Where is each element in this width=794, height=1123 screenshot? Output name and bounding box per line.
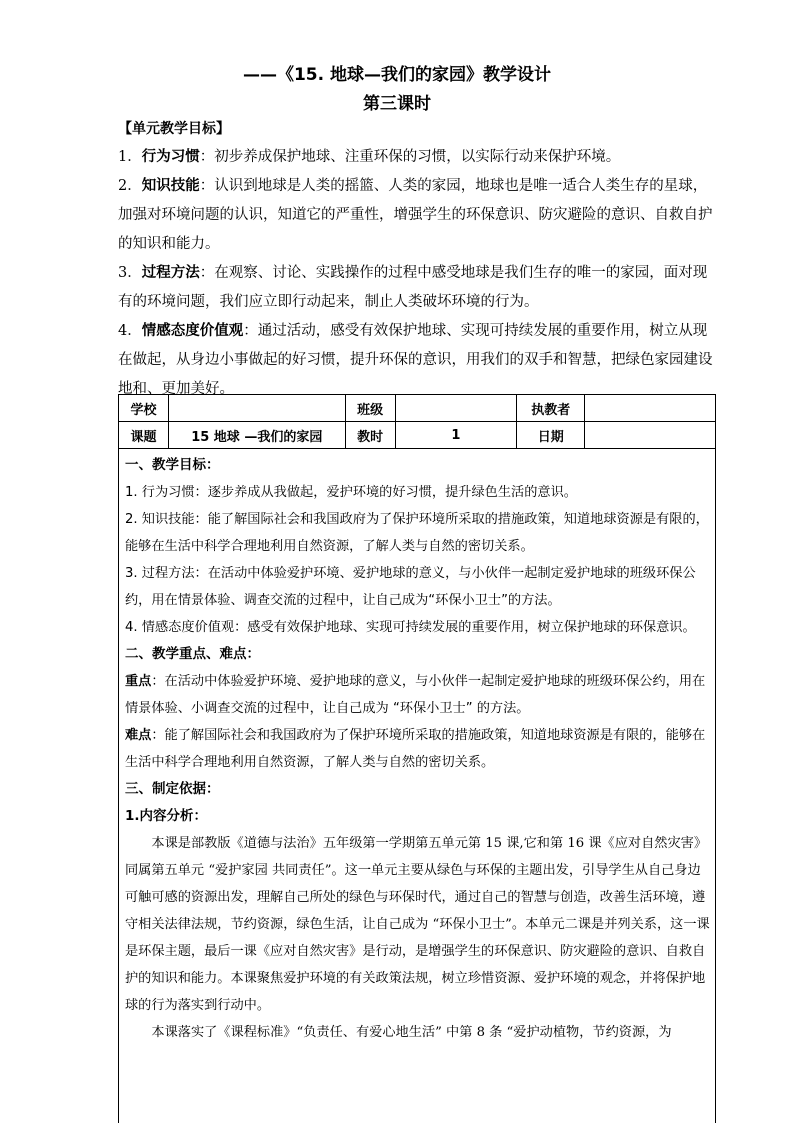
key-point-text: ：在活动中体验爱护环境、爱护地球的意义，与小伙伴一起制定爱护地球的班级环保公约，用在情景体验、小调查交流的过程中，让自己成为 “环保小卫士” 的方法。 [125,674,706,716]
class-value [395,395,517,422]
period-value: 1 [395,422,517,449]
subsection-heading: 1.内容分析： [125,808,208,824]
unit-goal-label: 情感态度价值观 [141,323,244,339]
table-row [119,422,716,449]
key-point-label: 重点 [125,674,152,689]
lesson-content [125,452,710,1046]
unit-goal-text: ：通过活动，感受有效保护地球、实现可持续发展的重要作用，树立从现在做起，从身边小事做起的好习惯，提升环保的意识，用我们的双手和智慧，把绿色家园建设地和、更加美好。 [118,323,713,397]
objective-item: 3. 过程方法：在活动中体验爱护环境、爱护地球的意义，与小伙伴一起制定爱护地球的班级环保公约，用在情景体验、调查交流的过程中，让自己成为“环保小卫士”的方法。 [125,566,696,608]
teacher-label: 执教者 [517,395,585,422]
date-label: 日期 [517,422,585,449]
unit-goal-item [118,259,718,317]
date-value [585,422,716,449]
unit-goal-item [118,172,718,259]
content-paragraph: 本课落实了《课程标准》“负责任、有爱心地生活” 中第 8 条 “爱护动植物，节约资源，为 [151,1025,672,1040]
class-label: 班级 [345,395,395,422]
objective-item: 1. 行为习惯：逐步养成从我做起，爱护环境的好习惯，提升绿色生活的意识。 [125,485,577,500]
unit-goal-number: 4． [118,323,142,339]
unit-goal-number: 3． [118,265,142,281]
document-title: ——《15. 地球—我们的家园》教学设计 [242,65,552,85]
topic-value: 15 地球 —我们的家园 [168,422,345,449]
period-label: 教时 [345,422,395,449]
unit-goal-text: ：在观察、讨论、实践操作的过程中感受地球是我们生存的唯一的家园，面对现有的环境问题，我们应立即行动起来，制止人类破坏环境的行为。 [118,265,708,310]
section-heading: 一、教学目标： [125,457,220,473]
unit-goal-text: ：初步养成保护地球、注重环保的习惯，以实际行动来保护环境。 [199,149,621,165]
unit-goals-list [118,143,718,404]
unit-goals-heading: 【单元教学目标】 [118,121,230,137]
unit-goal-text: ：认识到地球是人类的摇篮、人类的家园，地球也是唯一适合人类生存的星球，加强对环境问题的认识，知道它的严重性，增强学生的环保意识、防灾避险的意识、自救自护的知识和能力。 [118,178,713,252]
unit-goal-number: 1． [118,149,142,165]
lesson-info-table [118,394,716,449]
topic-label: 课题 [119,422,169,449]
teacher-value [585,395,716,422]
difficult-point-label: 难点 [125,728,152,743]
unit-goal-item [118,317,718,404]
document-subtitle: 第三课时 [363,94,431,114]
section-heading: 二、教学重点、难点： [125,646,260,662]
table-row [119,395,716,422]
school-value [168,395,345,422]
difficult-point-text: ：能了解国际社会和我国政府为了保护环境所采取的措施政策，知道地球资源是有限的，能够在生活中科学合理地利用自然资源，了解人类与自然的密切关系。 [125,728,706,770]
objective-item: 4. 情感态度价值观：感受有效保护地球、实现可持续发展的重要作用，树立保护地球的环保意识。 [125,620,696,635]
unit-goal-number: 2． [118,178,142,194]
unit-goal-item [118,143,718,172]
unit-goal-label: 知识技能 [141,178,200,194]
unit-goal-label: 行为习惯 [141,149,200,165]
objective-item: 2. 知识技能：能了解国际社会和我国政府为了保护环境所采取的措施政策，知道地球资源是有限的，能够在生活中科学合理地利用自然资源，了解人类与自然的密切关系。 [125,512,709,554]
section-heading: 三、制定依据： [125,781,220,797]
school-label: 学校 [119,395,169,422]
difficult-point [125,722,710,776]
unit-goal-label: 过程方法 [141,265,200,281]
content-paragraph: 本课是部教版《道德与法治》五年级第一学期第五单元第 15 课,它和第 16 课《应对自然灾害》同属第五单元 “爱护家园 共同责任”。这一单元主要从绿色与环保的主题出发，引导学生从自己身边可触可感的资源出发，理解自己所处的绿色与环保时代，通过自己的智慧与创造，改善生活环境，遵守相关法律法规，节约资源，绿色生活，让自己成为 “环保小卫士”。本单元二课是并列关系，这一课是环保主题，最后一课《应对自然灾害》是行动，是增强学生的环保意识、防灾避险的意识、自救自护的知识和能力。本课聚焦爱护环境的有关政策法规，树立珍惜资源、爱护环境的观念，并将保护地球的行为落实到行动中。 [125,836,710,1013]
key-point [125,668,710,722]
